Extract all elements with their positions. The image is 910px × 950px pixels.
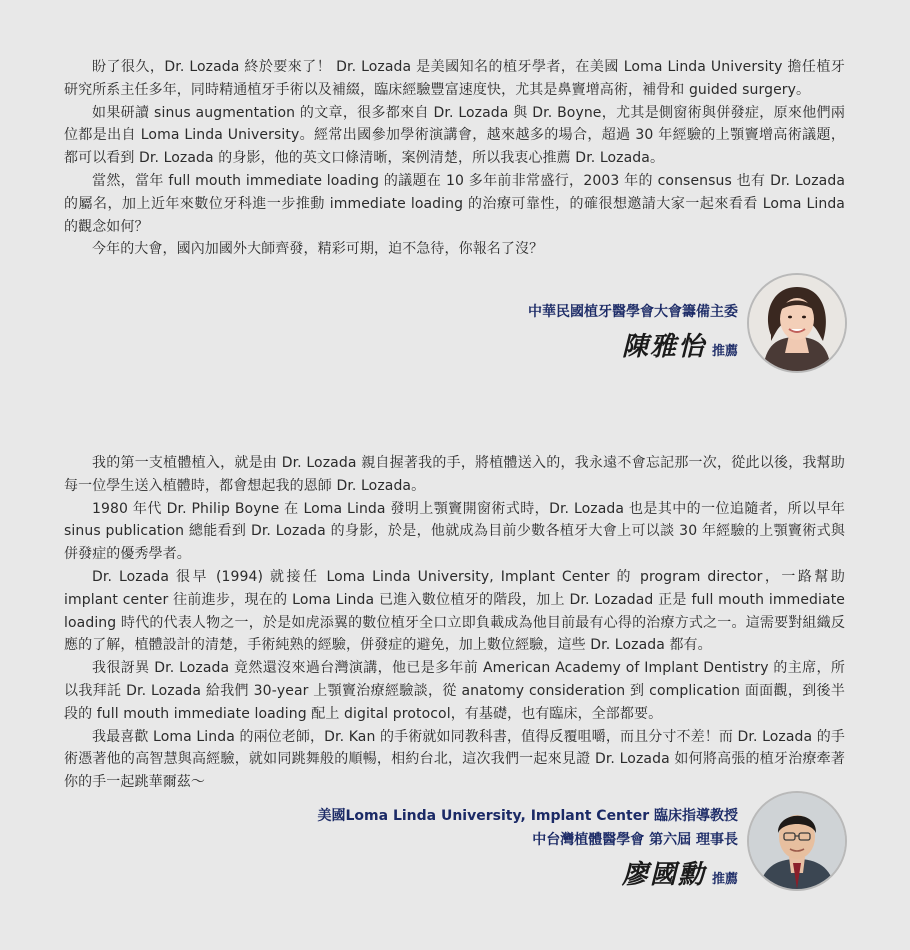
recommendation-section-1 bbox=[64, 56, 845, 261]
paragraph: 我很訝異 Dr. Lozada 竟然還沒來過台灣演講，他已是多年前 American Academy of Implant Dentistry 的主席，所以我拜託 Dr. Lozada 給我們 30-year 上顎竇治療經驗談，從 anatomy consideration 到 complication 面面觀，到後半段的 full mouth immediate loading 配上 digital protocol，有基礎，也有臨床，全部都要。 bbox=[64, 660, 845, 722]
signer-title-line-2: 中台灣植體醫學會 第六屆 理事長 bbox=[532, 832, 738, 848]
portrait-image bbox=[749, 275, 845, 371]
handwritten-signature: 廖國勳 bbox=[621, 860, 706, 890]
paragraph: 盼了很久，Dr. Lozada 終於要來了！ Dr. Lozada 是美國知名的植牙學者，在美國 Loma Linda University 擔任植牙研究所系主任多年，同時精通植牙手術以及補綴，臨床經驗豐富速度快，尤其是鼻竇增高術，補骨和 guided surgery。 bbox=[64, 59, 845, 98]
paragraph: 如果研讀 sinus augmentation 的文章，很多都來自 Dr. Lozada 與 Dr. Boyne，尤其是側窗術與併發症，原來他們兩位都是出自 Loma Linda University。經常出國參加學術演講會，越來越多的場合，超過 30 年經驗的上顎竇增高術議題，都可以看到 Dr. Lozada 的身影，他的英文口條清晰，案例清楚，所以我衷心推薦 Dr. Lozada。 bbox=[64, 104, 845, 167]
recommend-label: 推薦 bbox=[711, 344, 738, 359]
portrait-image bbox=[749, 793, 845, 889]
paragraph: 我最喜歡 Loma Linda 的兩位老師，Dr. Kan 的手術就如同教科書，值得反覆咀嚼，而且分寸不差！而 Dr. Lozada 的手術憑著他的高智慧與高經驗，就如同跳舞般的順暢，相約台北，這次我們一起來見證 Dr. Lozada 如何將高張的植牙治療牽著你的手一起跳華爾茲～ bbox=[64, 728, 845, 791]
recommend-label: 推薦 bbox=[711, 872, 738, 887]
signer-title-line-1: 美國Loma Linda University, Implant Center 臨床指導教授 bbox=[317, 808, 738, 824]
paragraph: Dr. Lozada 很早 (1994) 就接任 Loma Linda University, Implant Center 的 program director，一路幫助 implant center 往前進步，現在的 Loma Linda 已進入數位植牙的階段，加上 Dr. Lozadad 正是 full mouth immediate loading 時代的代表人物之一，於是如虎添翼的數位植牙全口立即負載成為他目前最有心得的治療方式之一。這需要對組織反應的了解，植體設計的清楚，手術純熟的經驗，併發症的避免，加上數位經驗，這些 Dr. Lozada 都有。 bbox=[64, 568, 845, 654]
signer-title: 中華民國植牙醫學會大會籌備主委 bbox=[528, 304, 738, 320]
paragraph: 當然，當年 full mouth immediate loading 的議題在 10 多年前非常盛行，2003 年的 consensus 也有 Dr. Lozada 的屬名，加上近年來數位牙科進一步推動 immediate loading 的治療可靠性，的確很想邀請大家一起來看看 Loma Linda 的觀念如何？ bbox=[64, 172, 845, 235]
paragraph: 1980 年代 Dr. Philip Boyne 在 Loma Linda 發明上顎竇開窗術式時，Dr. Lozada 也是其中的一位追隨者，所以早年 sinus publication 總能看到 Dr. Lozada 的身影，於是，他就成為目前少數各植牙大會上可以談 30 年經驗的上顎竇術式與併發症的優秀學者。 bbox=[64, 500, 845, 563]
avatar-woman bbox=[747, 273, 847, 373]
signature-block-2 bbox=[318, 804, 739, 891]
recommendation-section-2 bbox=[64, 452, 845, 794]
handwritten-signature: 陳雅怡 bbox=[621, 332, 706, 362]
paragraph: 我的第一支植體植入，就是由 Dr. Lozada 親自握著我的手，將植體送入的，我永遠不會忘記那一次，從此以後，我幫助每一位學生送入植體時，都會想起我的恩師 Dr. Lozada。 bbox=[64, 455, 845, 494]
signature-block-1 bbox=[528, 300, 738, 363]
avatar-man bbox=[747, 791, 847, 891]
paragraph: 今年的大會，國內加國外大師齊發，精彩可期，迫不急待，你報名了沒？ bbox=[92, 241, 544, 258]
